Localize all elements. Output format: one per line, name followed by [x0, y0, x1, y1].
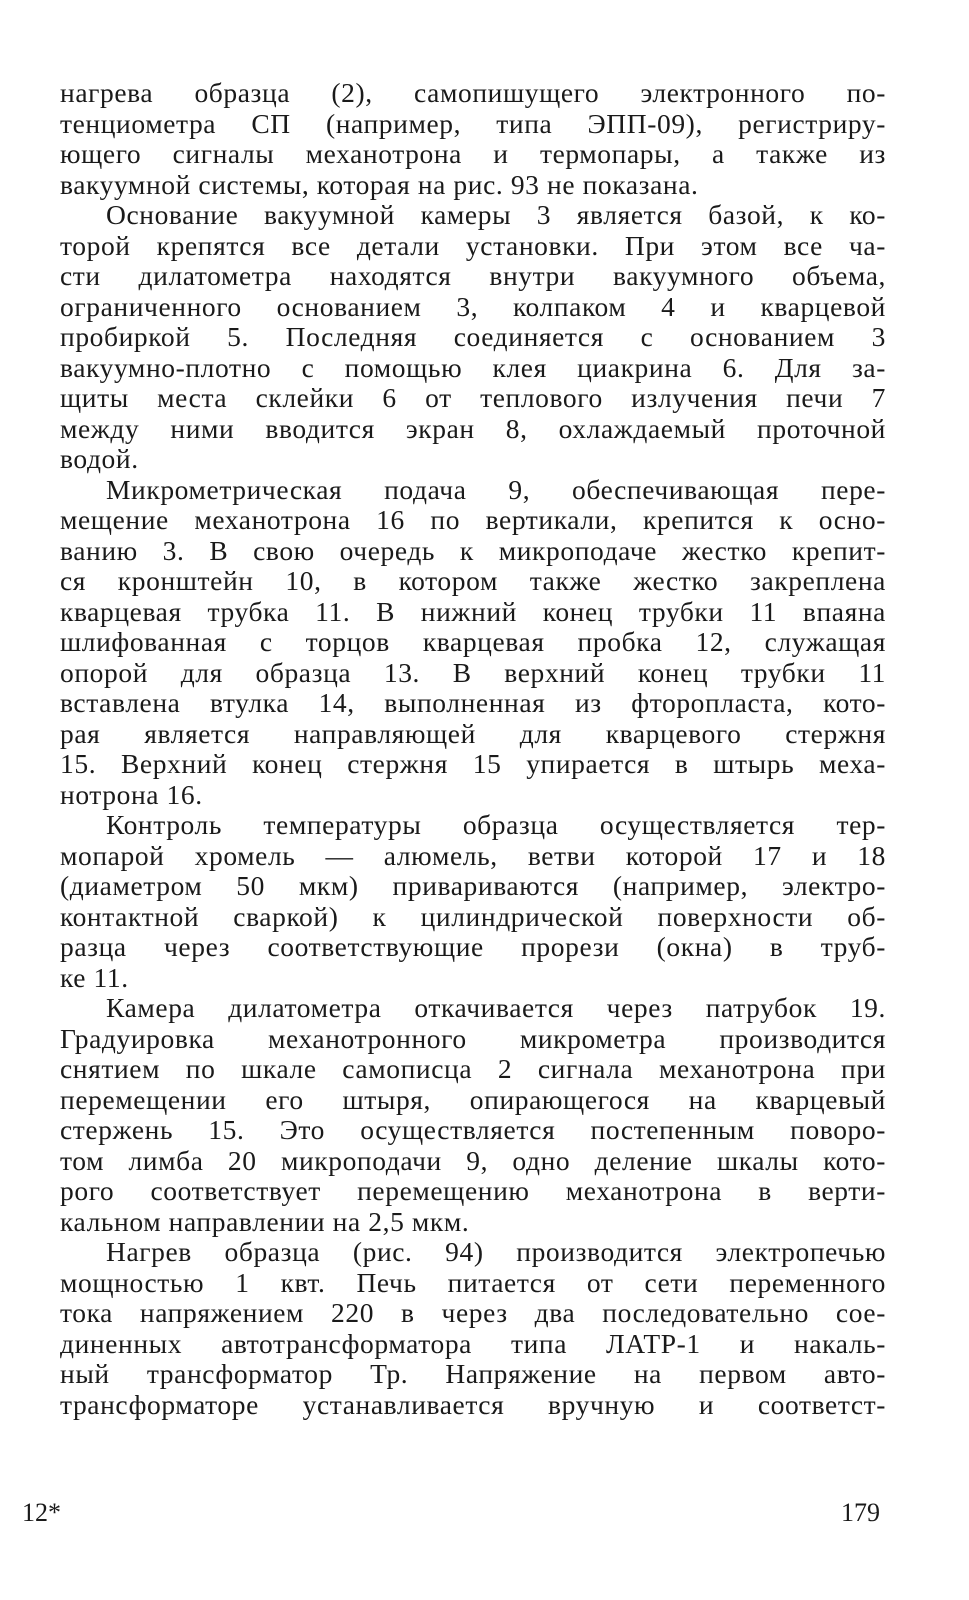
text-line: мопарой хромель — алюмель, ветви которой 17 и 18	[60, 839, 886, 871]
text-line: разца через соответствующие прорези (окна) в труб-	[60, 931, 886, 962]
paragraph	[60, 810, 886, 993]
text-line: тенциометра СП (например, типа ЭПП-09), регистриру-	[60, 107, 886, 139]
text-line: Микрометрическая подача 9, обеспечивающая пере-	[106, 473, 886, 505]
text-line: вакуумно-плотно с помощью клея циакрина 6. Для за-	[60, 351, 886, 383]
paragraph	[60, 78, 886, 200]
text-line: сти дилатометра находятся внутри вакуумного объема,	[60, 260, 886, 291]
text-line: рого соответствует перемещению механотрона в верти-	[60, 1175, 886, 1206]
text-line: ный трансформатор Тр. Напряжение на первом авто-	[60, 1358, 886, 1389]
page-body	[60, 78, 886, 1420]
text-line: ограниченного основанием 3, колпаком 4 и кварцевой	[60, 290, 886, 322]
text-line: Основание вакуумной камеры 3 является базой, к ко-	[106, 199, 886, 230]
text-line: стержень 15. Это осуществляется постепенным поворо-	[60, 1114, 886, 1145]
text-line: 15. Верхний конец стержня 15 упирается в штырь меха-	[60, 748, 886, 779]
text-line: шлифованная с торцов кварцевая пробка 12, служащая	[60, 626, 886, 657]
text-line: мощностью 1 квт. Печь питается от сети переменного	[60, 1266, 886, 1298]
text-line: снятием по шкале самописца 2 сигнала механотрона при	[60, 1053, 886, 1084]
paragraph	[60, 200, 886, 475]
text-line: кварцевая трубка 11. В нижний конец трубки 11 впаяна	[60, 595, 886, 627]
text-line: (диаметром 50 мкм) привариваются (например, электро-	[60, 870, 886, 901]
text-line: нагрева образца (2), самопишущего электронного по-	[60, 77, 886, 108]
text-line: щиты места склейки 6 от теплового излучения печи 7	[60, 382, 886, 413]
text-line: ющего сигналы механотрона и термопары, а также из	[60, 138, 886, 169]
text-line: Контроль температуры образца осуществляется тер-	[106, 809, 886, 840]
text-line: кальном направлении на 2,5 мкм.	[60, 1205, 470, 1237]
text-line: ванию 3. В свою очередь к микроподаче жестко крепит-	[60, 534, 886, 566]
text-line: пробиркой 5. Последняя соединяется с основанием 3	[60, 321, 886, 352]
signature-mark: 12*	[22, 1498, 61, 1527]
text-line: диненных автотрансформатора типа ЛАТР-1 и накаль-	[60, 1327, 886, 1359]
page-number: 179	[841, 1498, 880, 1527]
text-line: тока напряжением 220 в через два последовательно сое-	[60, 1297, 886, 1328]
text-line: водой.	[60, 443, 139, 474]
text-line: опорой для образца 13. В верхний конец трубки 11	[60, 656, 886, 688]
text-line: мещение механотрона 16 по вертикали, крепится к осно-	[60, 504, 886, 535]
text-line: вакуумной системы, которая на рис. 93 не показана.	[60, 168, 699, 200]
text-line: перемещении его штыря, опирающегося на кварцевый	[60, 1083, 886, 1115]
text-line: ся кронштейн 10, в котором также жестко закреплена	[60, 565, 886, 596]
text-line: контактной сваркой) к цилиндрической поверхности об-	[60, 900, 886, 932]
text-line: ке 11.	[60, 961, 129, 993]
text-line: торой крепятся все детали установки. При этом все ча-	[60, 229, 886, 261]
text-line: нотрона 16.	[60, 778, 203, 810]
text-line: трансформаторе устанавливается вручную и соответст-	[60, 1388, 886, 1420]
text-line: том лимба 20 микроподачи 9, одно деление шкалы кото-	[60, 1144, 886, 1176]
paragraph	[60, 475, 886, 811]
text-line: рая является направляющей для кварцевого стержня	[60, 717, 886, 749]
text-line: между ними вводится экран 8, охлаждаемый проточной	[60, 412, 886, 444]
text-line: Градуировка механотронного микрометра производится	[60, 1022, 886, 1054]
text-line: Нагрев образца (рис. 94) производится электропечью	[106, 1236, 886, 1267]
text-line: вставлена втулка 14, выполненная из фторопласта, кото-	[60, 687, 886, 718]
paragraph	[60, 1237, 886, 1420]
text-line: Камера дилатометра откачивается через патрубок 19.	[106, 992, 886, 1023]
paragraph	[60, 993, 886, 1237]
